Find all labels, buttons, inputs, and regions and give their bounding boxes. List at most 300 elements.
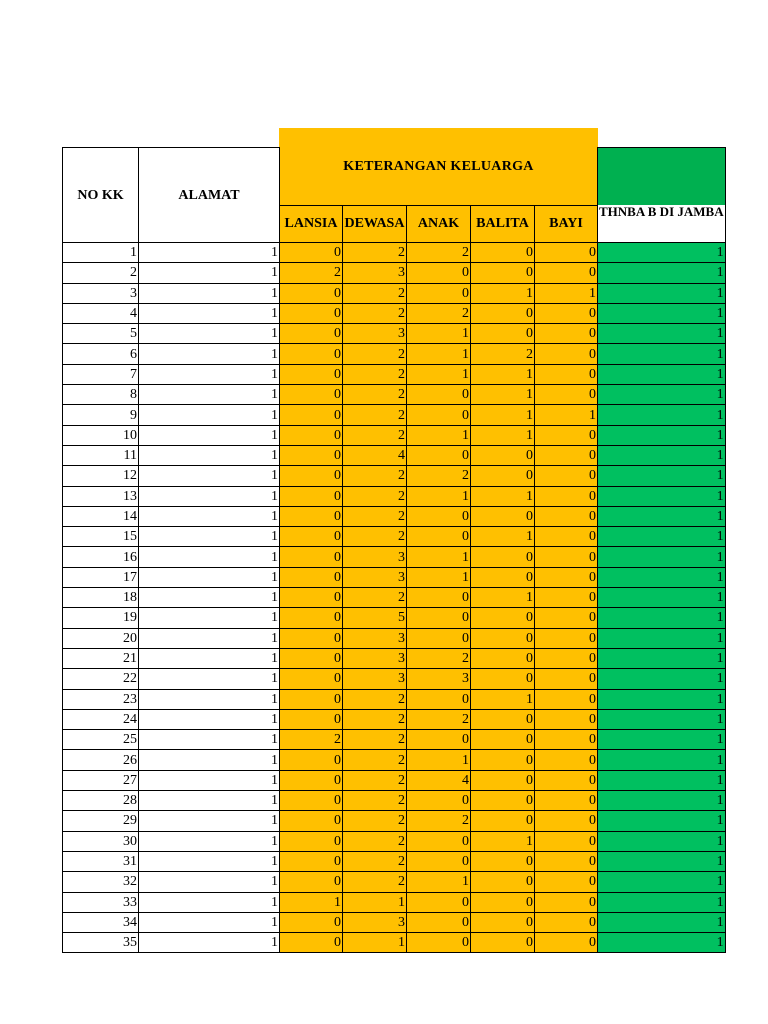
cell-balita: 0 (471, 709, 535, 729)
cell-alamat: 1 (139, 689, 280, 709)
cell-last: 1 (598, 933, 726, 953)
cell-anak: 0 (407, 628, 471, 648)
header-last-top (598, 148, 726, 206)
cell-bayi: 0 (535, 567, 598, 587)
cell-balita: 1 (471, 283, 535, 303)
cell-balita: 1 (471, 588, 535, 608)
cell-balita: 0 (471, 912, 535, 932)
cell-alamat: 1 (139, 608, 280, 628)
table-row (63, 466, 726, 486)
cell-anak: 2 (407, 243, 471, 263)
cell-alamat: 1 (139, 506, 280, 526)
table-row (63, 892, 726, 912)
cell-lansia: 0 (280, 851, 343, 871)
cell-bayi: 0 (535, 689, 598, 709)
cell-lansia: 0 (280, 324, 343, 344)
cell-anak: 1 (407, 872, 471, 892)
cell-balita: 0 (471, 811, 535, 831)
cell-balita: 0 (471, 506, 535, 526)
cell-no-kk: 1 (63, 243, 139, 263)
cell-no-kk: 15 (63, 527, 139, 547)
cell-anak: 0 (407, 445, 471, 465)
cell-lansia: 0 (280, 303, 343, 323)
header-last: THNBA B DI JAMBA (598, 205, 726, 243)
cell-bayi: 0 (535, 933, 598, 953)
cell-alamat: 1 (139, 445, 280, 465)
cell-alamat: 1 (139, 791, 280, 811)
cell-anak: 2 (407, 466, 471, 486)
cell-dewasa: 2 (343, 344, 407, 364)
cell-bayi: 0 (535, 588, 598, 608)
table-row (63, 263, 726, 283)
table-row (63, 608, 726, 628)
cell-alamat: 1 (139, 669, 280, 689)
cell-balita: 0 (471, 892, 535, 912)
cell-lansia: 0 (280, 831, 343, 851)
cell-bayi: 0 (535, 831, 598, 851)
table-row (63, 243, 726, 263)
cell-last: 1 (598, 912, 726, 932)
header-lansia: LANSIA (280, 205, 343, 243)
cell-balita: 0 (471, 608, 535, 628)
cell-anak: 2 (407, 811, 471, 831)
cell-alamat: 1 (139, 892, 280, 912)
table-row (63, 405, 726, 425)
cell-anak: 0 (407, 608, 471, 628)
cell-no-kk: 6 (63, 344, 139, 364)
table-row (63, 689, 726, 709)
cell-alamat: 1 (139, 912, 280, 932)
table-row (63, 364, 726, 384)
cell-last: 1 (598, 263, 726, 283)
cell-balita: 1 (471, 425, 535, 445)
cell-anak: 0 (407, 933, 471, 953)
table-row (63, 303, 726, 323)
cell-last: 1 (598, 872, 726, 892)
cell-bayi: 0 (535, 547, 598, 567)
table-row (63, 344, 726, 364)
cell-last: 1 (598, 344, 726, 364)
cell-last: 1 (598, 811, 726, 831)
cell-dewasa: 2 (343, 243, 407, 263)
cell-last: 1 (598, 243, 726, 263)
cell-bayi: 0 (535, 445, 598, 465)
cell-last: 1 (598, 385, 726, 405)
cell-alamat: 1 (139, 344, 280, 364)
table-row (63, 791, 726, 811)
cell-last: 1 (598, 527, 726, 547)
cell-anak: 1 (407, 344, 471, 364)
cell-no-kk: 2 (63, 263, 139, 283)
cell-anak: 1 (407, 364, 471, 384)
cell-dewasa: 2 (343, 506, 407, 526)
cell-last: 1 (598, 648, 726, 668)
cell-alamat: 1 (139, 628, 280, 648)
cell-last: 1 (598, 425, 726, 445)
header-anak: ANAK (407, 205, 471, 243)
cell-last: 1 (598, 588, 726, 608)
cell-anak: 0 (407, 791, 471, 811)
cell-lansia: 0 (280, 527, 343, 547)
cell-alamat: 1 (139, 303, 280, 323)
cell-lansia: 2 (280, 730, 343, 750)
cell-lansia: 0 (280, 344, 343, 364)
cell-anak: 0 (407, 912, 471, 932)
table-row (63, 425, 726, 445)
cell-dewasa: 3 (343, 912, 407, 932)
cell-no-kk: 31 (63, 851, 139, 871)
cell-anak: 2 (407, 648, 471, 668)
cell-dewasa: 3 (343, 669, 407, 689)
header-no-kk: NO KK (63, 148, 139, 243)
cell-alamat: 1 (139, 486, 280, 506)
table-row (63, 588, 726, 608)
cell-lansia: 0 (280, 567, 343, 587)
cell-alamat: 1 (139, 648, 280, 668)
cell-alamat: 1 (139, 770, 280, 790)
cell-bayi: 0 (535, 709, 598, 729)
cell-lansia: 0 (280, 385, 343, 405)
cell-balita: 0 (471, 750, 535, 770)
table-row (63, 851, 726, 871)
cell-dewasa: 2 (343, 385, 407, 405)
cell-lansia: 0 (280, 608, 343, 628)
cell-lansia: 1 (280, 892, 343, 912)
table-row (63, 324, 726, 344)
cell-balita: 1 (471, 385, 535, 405)
cell-no-kk: 23 (63, 689, 139, 709)
cell-no-kk: 13 (63, 486, 139, 506)
cell-bayi: 0 (535, 791, 598, 811)
cell-alamat: 1 (139, 364, 280, 384)
cell-last: 1 (598, 669, 726, 689)
cell-anak: 0 (407, 385, 471, 405)
cell-bayi: 0 (535, 263, 598, 283)
cell-alamat: 1 (139, 263, 280, 283)
cell-anak: 3 (407, 669, 471, 689)
cell-alamat: 1 (139, 405, 280, 425)
cell-alamat: 1 (139, 425, 280, 445)
cell-bayi: 0 (535, 648, 598, 668)
cell-balita: 0 (471, 567, 535, 587)
cell-last: 1 (598, 730, 726, 750)
cell-lansia: 0 (280, 811, 343, 831)
cell-lansia: 0 (280, 466, 343, 486)
cell-last: 1 (598, 851, 726, 871)
cell-no-kk: 32 (63, 872, 139, 892)
cell-balita: 0 (471, 669, 535, 689)
cell-lansia: 0 (280, 405, 343, 425)
cell-last: 1 (598, 791, 726, 811)
cell-bayi: 0 (535, 811, 598, 831)
cell-no-kk: 9 (63, 405, 139, 425)
table-row (63, 872, 726, 892)
table-row (63, 669, 726, 689)
cell-dewasa: 2 (343, 486, 407, 506)
cell-bayi: 0 (535, 303, 598, 323)
cell-alamat: 1 (139, 851, 280, 871)
cell-balita: 0 (471, 791, 535, 811)
cell-no-kk: 3 (63, 283, 139, 303)
cell-lansia: 0 (280, 872, 343, 892)
cell-dewasa: 2 (343, 831, 407, 851)
cell-dewasa: 2 (343, 770, 407, 790)
cell-no-kk: 16 (63, 547, 139, 567)
table-row (63, 567, 726, 587)
cell-dewasa: 2 (343, 709, 407, 729)
cell-no-kk: 24 (63, 709, 139, 729)
cell-lansia: 0 (280, 486, 343, 506)
table-row (63, 770, 726, 790)
cell-last: 1 (598, 506, 726, 526)
cell-dewasa: 3 (343, 324, 407, 344)
cell-bayi: 0 (535, 466, 598, 486)
cell-no-kk: 18 (63, 588, 139, 608)
cell-lansia: 0 (280, 547, 343, 567)
cell-bayi: 0 (535, 892, 598, 912)
cell-bayi: 0 (535, 750, 598, 770)
cell-no-kk: 12 (63, 466, 139, 486)
cell-bayi: 0 (535, 608, 598, 628)
cell-last: 1 (598, 770, 726, 790)
cell-lansia: 0 (280, 912, 343, 932)
cell-bayi: 0 (535, 730, 598, 750)
cell-balita: 0 (471, 547, 535, 567)
cell-no-kk: 4 (63, 303, 139, 323)
cell-alamat: 1 (139, 243, 280, 263)
cell-balita: 1 (471, 486, 535, 506)
cell-dewasa: 2 (343, 466, 407, 486)
cell-lansia: 0 (280, 709, 343, 729)
table-row (63, 811, 726, 831)
header-balita: BALITA (471, 205, 535, 243)
cell-alamat: 1 (139, 831, 280, 851)
cell-balita: 1 (471, 364, 535, 384)
cell-dewasa: 2 (343, 364, 407, 384)
cell-balita: 0 (471, 648, 535, 668)
cell-balita: 0 (471, 466, 535, 486)
cell-balita: 0 (471, 445, 535, 465)
cell-dewasa: 3 (343, 567, 407, 587)
cell-last: 1 (598, 283, 726, 303)
cell-alamat: 1 (139, 811, 280, 831)
header-alamat: ALAMAT (139, 148, 280, 243)
cell-last: 1 (598, 567, 726, 587)
cell-alamat: 1 (139, 872, 280, 892)
cell-no-kk: 14 (63, 506, 139, 526)
cell-bayi: 0 (535, 872, 598, 892)
table-row (63, 628, 726, 648)
cell-alamat: 1 (139, 709, 280, 729)
cell-alamat: 1 (139, 527, 280, 547)
cell-bayi: 0 (535, 486, 598, 506)
cell-anak: 2 (407, 303, 471, 323)
cell-last: 1 (598, 608, 726, 628)
cell-bayi: 0 (535, 628, 598, 648)
cell-last: 1 (598, 628, 726, 648)
cell-last: 1 (598, 750, 726, 770)
cell-balita: 0 (471, 770, 535, 790)
cell-last: 1 (598, 445, 726, 465)
cell-no-kk: 17 (63, 567, 139, 587)
cell-balita: 0 (471, 730, 535, 750)
cell-bayi: 0 (535, 324, 598, 344)
cell-anak: 0 (407, 689, 471, 709)
cell-no-kk: 19 (63, 608, 139, 628)
cell-last: 1 (598, 892, 726, 912)
cell-dewasa: 2 (343, 791, 407, 811)
cell-lansia: 0 (280, 364, 343, 384)
cell-dewasa: 3 (343, 547, 407, 567)
cell-bayi: 0 (535, 669, 598, 689)
cell-anak: 1 (407, 750, 471, 770)
cell-balita: 0 (471, 628, 535, 648)
cell-bayi: 0 (535, 243, 598, 263)
cell-last: 1 (598, 689, 726, 709)
table-row (63, 385, 726, 405)
cell-lansia: 0 (280, 750, 343, 770)
header-dewasa: DEWASA (343, 205, 407, 243)
group-title: KETERANGAN KELUARGA (343, 159, 534, 174)
cell-balita: 0 (471, 933, 535, 953)
cell-bayi: 0 (535, 344, 598, 364)
cell-last: 1 (598, 709, 726, 729)
cell-lansia: 0 (280, 770, 343, 790)
cell-lansia: 0 (280, 648, 343, 668)
cell-no-kk: 11 (63, 445, 139, 465)
cell-alamat: 1 (139, 466, 280, 486)
cell-no-kk: 34 (63, 912, 139, 932)
cell-dewasa: 2 (343, 750, 407, 770)
cell-dewasa: 1 (343, 933, 407, 953)
cell-bayi: 1 (535, 283, 598, 303)
cell-balita: 0 (471, 263, 535, 283)
cell-last: 1 (598, 547, 726, 567)
cell-last: 1 (598, 831, 726, 851)
table-row (63, 750, 726, 770)
cell-bayi: 0 (535, 770, 598, 790)
cell-alamat: 1 (139, 283, 280, 303)
cell-no-kk: 7 (63, 364, 139, 384)
cell-dewasa: 4 (343, 445, 407, 465)
cell-anak: 1 (407, 547, 471, 567)
cell-anak: 2 (407, 709, 471, 729)
table-row (63, 730, 726, 750)
cell-bayi: 0 (535, 425, 598, 445)
cell-anak: 1 (407, 486, 471, 506)
cell-balita: 0 (471, 243, 535, 263)
cell-alamat: 1 (139, 588, 280, 608)
table-row (63, 486, 726, 506)
cell-lansia: 0 (280, 283, 343, 303)
cell-balita: 1 (471, 831, 535, 851)
cell-anak: 1 (407, 567, 471, 587)
cell-lansia: 2 (280, 263, 343, 283)
cell-last: 1 (598, 466, 726, 486)
cell-lansia: 0 (280, 791, 343, 811)
cell-balita: 0 (471, 851, 535, 871)
header-bayi: BAYI (535, 205, 598, 243)
cell-alamat: 1 (139, 324, 280, 344)
cell-anak: 1 (407, 324, 471, 344)
cell-lansia: 0 (280, 588, 343, 608)
cell-anak: 0 (407, 405, 471, 425)
table-row (63, 283, 726, 303)
cell-dewasa: 3 (343, 628, 407, 648)
cell-anak: 1 (407, 425, 471, 445)
cell-bayi: 0 (535, 527, 598, 547)
cell-no-kk: 10 (63, 425, 139, 445)
cell-dewasa: 2 (343, 527, 407, 547)
cell-anak: 0 (407, 892, 471, 912)
cell-anak: 0 (407, 527, 471, 547)
cell-alamat: 1 (139, 567, 280, 587)
cell-alamat: 1 (139, 385, 280, 405)
cell-dewasa: 2 (343, 872, 407, 892)
cell-last: 1 (598, 324, 726, 344)
cell-lansia: 0 (280, 445, 343, 465)
cell-balita: 2 (471, 344, 535, 364)
cell-dewasa: 2 (343, 811, 407, 831)
table-row (63, 709, 726, 729)
cell-balita: 0 (471, 872, 535, 892)
cell-anak: 4 (407, 770, 471, 790)
cell-dewasa: 2 (343, 405, 407, 425)
cell-anak: 0 (407, 263, 471, 283)
cell-balita: 0 (471, 303, 535, 323)
cell-dewasa: 2 (343, 425, 407, 445)
cell-dewasa: 2 (343, 283, 407, 303)
cell-dewasa: 2 (343, 689, 407, 709)
cell-dewasa: 2 (343, 588, 407, 608)
cell-bayi: 1 (535, 405, 598, 425)
table-row (63, 527, 726, 547)
table-row (63, 547, 726, 567)
cell-anak: 0 (407, 506, 471, 526)
cell-lansia: 0 (280, 243, 343, 263)
cell-alamat: 1 (139, 547, 280, 567)
cell-anak: 0 (407, 283, 471, 303)
cell-lansia: 0 (280, 669, 343, 689)
cell-bayi: 0 (535, 851, 598, 871)
table-row (63, 506, 726, 526)
table-row (63, 912, 726, 932)
cell-dewasa: 2 (343, 730, 407, 750)
cell-no-kk: 30 (63, 831, 139, 851)
cell-lansia: 0 (280, 506, 343, 526)
cell-no-kk: 29 (63, 811, 139, 831)
cell-anak: 0 (407, 588, 471, 608)
cell-no-kk: 35 (63, 933, 139, 953)
table-row (63, 831, 726, 851)
cell-alamat: 1 (139, 933, 280, 953)
cell-no-kk: 26 (63, 750, 139, 770)
cell-no-kk: 28 (63, 791, 139, 811)
cell-anak: 0 (407, 730, 471, 750)
cell-lansia: 0 (280, 425, 343, 445)
cell-no-kk: 25 (63, 730, 139, 750)
family-data-table (62, 147, 726, 953)
cell-no-kk: 20 (63, 628, 139, 648)
cell-bayi: 0 (535, 385, 598, 405)
cell-balita: 1 (471, 405, 535, 425)
cell-no-kk: 21 (63, 648, 139, 668)
cell-anak: 0 (407, 851, 471, 871)
cell-no-kk: 5 (63, 324, 139, 344)
cell-bayi: 0 (535, 912, 598, 932)
cell-no-kk: 22 (63, 669, 139, 689)
cell-dewasa: 3 (343, 648, 407, 668)
